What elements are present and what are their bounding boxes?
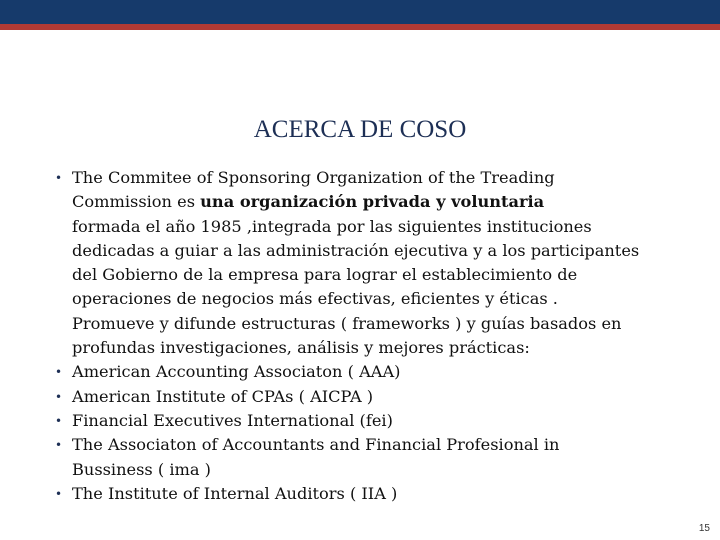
intro-line-8: profundas investigaciones, análisis y mejores prácticas: (72, 338, 530, 358)
bullet-icon: • (55, 389, 63, 404)
bullet-icon: • (55, 486, 63, 501)
list-item-aicpa (50, 385, 690, 409)
bullet-list (50, 166, 690, 506)
list-item-iia (50, 482, 690, 506)
intro-line-2 (72, 190, 690, 214)
item-aicpa-text: American Institute of CPAs ( AICPA ) (72, 386, 374, 406)
bullet-icon: • (55, 413, 63, 428)
intro-bold-phrase: una organización privada y voluntaria (200, 192, 545, 212)
item-iia-text: The Institute of Internal Auditors ( IIA ) (72, 483, 398, 503)
intro-line-5: del Gobierno de la empresa para lograr el establecimiento de (72, 265, 578, 285)
list-item-fei (50, 409, 690, 433)
item-ima-line-1: The Associaton of Accountants and Financial Profesional in (72, 435, 560, 455)
list-item-ima (50, 433, 690, 482)
intro-line-3: formada el año 1985 ,integrada por las siguientes instituciones (72, 216, 592, 236)
intro-line-7: Promueve y difunde estructuras ( frameworks ) y guías basados en (72, 313, 622, 333)
list-item-intro (50, 166, 690, 360)
intro-line-4: dedicadas a guiar a las administración ejecutiva y a los participantes (72, 240, 640, 260)
page-number: 15 (698, 523, 710, 534)
header-accent-line (0, 24, 720, 30)
intro-line-1: The Commitee of Sponsoring Organization of the Treading (72, 168, 555, 187)
bullet-icon: • (55, 171, 63, 185)
header-band (0, 0, 720, 24)
bullet-icon: • (55, 438, 63, 453)
slide-title: ACERCA DE COSO (253, 116, 467, 143)
list-item-aaa (50, 360, 690, 384)
item-ima-line-2: Bussiness ( ima ) (72, 459, 211, 479)
bullet-icon: • (55, 365, 63, 380)
item-fei-text: Financial Executives International (fei) (72, 410, 393, 430)
intro-line-2-prefix: Commission es (72, 192, 201, 212)
intro-line-6: operaciones de negocios más efectivas, eficientes y éticas . (72, 289, 558, 309)
item-aaa-text: American Accounting Associaton ( AAA) (72, 362, 401, 382)
